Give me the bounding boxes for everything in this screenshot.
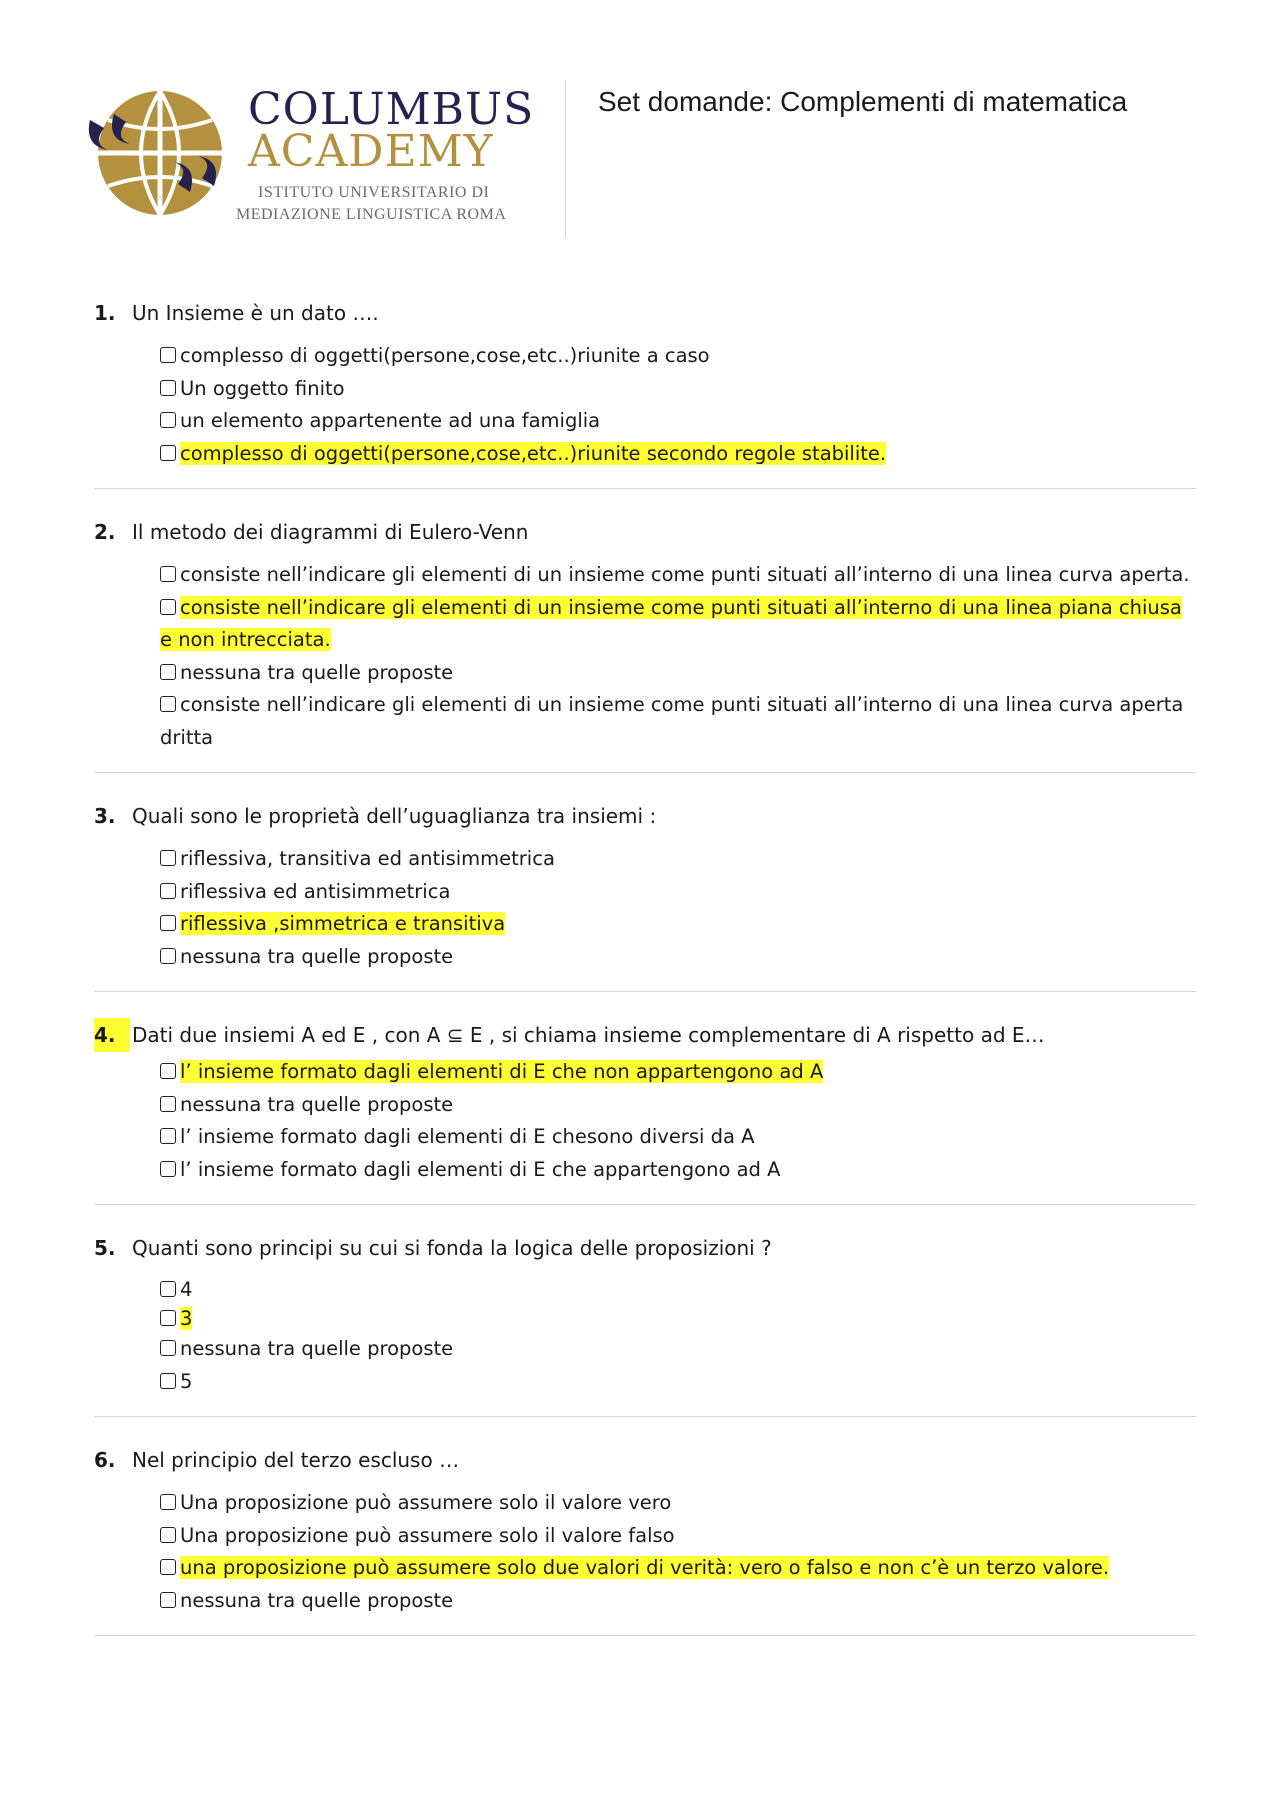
option-text: complesso di oggetti(persone,cose,etc..)riunite a caso	[180, 344, 710, 367]
answer-option[interactable]	[160, 657, 1196, 690]
checkbox-icon[interactable]	[160, 347, 176, 363]
checkbox-icon[interactable]	[160, 1128, 176, 1144]
checkbox-icon[interactable]	[160, 915, 176, 931]
question-text: Nel principio del terzo escluso …	[132, 1448, 460, 1472]
option-text: nessuna tra quelle proposte	[180, 1588, 454, 1612]
answer-option[interactable]	[160, 373, 1196, 406]
checkbox-icon[interactable]	[160, 1063, 176, 1079]
answer-option-correct[interactable]	[160, 1056, 1196, 1089]
answer-option-correct[interactable]	[160, 1552, 1196, 1585]
option-text: nessuna tra quelle proposte	[180, 1337, 454, 1360]
checkbox-icon[interactable]	[160, 412, 176, 428]
option-text: Un oggetto finito	[180, 376, 345, 400]
checkbox-icon[interactable]	[160, 1161, 176, 1177]
answer-option[interactable]	[160, 876, 1196, 909]
answer-option-correct[interactable]	[160, 438, 1196, 471]
question-3	[94, 793, 1196, 992]
answer-option[interactable]	[160, 340, 1196, 373]
answer-option[interactable]	[160, 843, 1196, 876]
question-number: 1.	[94, 301, 116, 325]
columbus-globe-logo-icon	[82, 80, 228, 226]
checkbox-icon[interactable]	[160, 1494, 176, 1510]
header-divider	[565, 80, 566, 238]
checkbox-icon[interactable]	[160, 1281, 176, 1297]
option-text: nessuna tra quelle proposte	[180, 944, 454, 968]
question-number: 6.	[94, 1448, 116, 1472]
answer-option[interactable]	[160, 1520, 1196, 1553]
option-text: l’ insieme formato dagli elementi di E chesono diversi da A	[180, 1125, 755, 1148]
answer-option[interactable]	[160, 405, 1196, 438]
checkbox-icon[interactable]	[160, 1592, 176, 1608]
checkbox-icon[interactable]	[160, 664, 176, 680]
checkbox-icon[interactable]	[160, 1559, 176, 1575]
option-text: nessuna tra quelle proposte	[180, 660, 454, 684]
option-text: consiste nell’indicare gli elementi di un insieme come punti situati all’interno di una linea curva aperta.	[180, 563, 1190, 586]
option-text-highlighted: complesso di oggetti(persone,cose,etc..)riunite secondo regole stabilite.	[180, 441, 887, 465]
logo-subtitle-line1: ISTITUTO UNIVERSITARIO DI	[258, 184, 490, 201]
answer-option-correct[interactable]	[160, 592, 1196, 657]
answer-option[interactable]	[160, 1366, 1196, 1399]
answer-option[interactable]	[160, 1089, 1196, 1122]
option-text: Una proposizione può assumere solo il valore vero	[180, 1491, 672, 1514]
question-number: 2.	[94, 520, 116, 544]
question-text: Il metodo dei diagrammi di Eulero-Venn	[132, 520, 529, 544]
answer-option[interactable]	[160, 1154, 1196, 1187]
question-5	[94, 1225, 1196, 1417]
answer-option[interactable]	[160, 559, 1196, 592]
option-text: l’ insieme formato dagli elementi di E che appartengono ad A	[180, 1157, 781, 1181]
answer-option[interactable]	[160, 1121, 1196, 1154]
option-text: riflessiva ed antisimmetrica	[180, 879, 451, 903]
question-number: 3.	[94, 804, 116, 828]
question-list	[94, 290, 1196, 1656]
option-text-highlighted: una proposizione può assumere solo due valori di verità: vero o falso e non c’è un terzo valore.	[180, 1556, 1110, 1579]
answer-option[interactable]	[160, 1333, 1196, 1366]
checkbox-icon[interactable]	[160, 566, 176, 582]
option-text: nessuna tra quelle proposte	[180, 1092, 454, 1116]
question-text: Un Insieme è un dato ….	[132, 301, 379, 325]
option-text: Una proposizione può assumere solo il valore falso	[180, 1523, 675, 1547]
answer-option[interactable]	[160, 1585, 1196, 1618]
checkbox-icon[interactable]	[160, 1373, 176, 1389]
answer-option[interactable]	[160, 1275, 1196, 1304]
question-1	[94, 290, 1196, 489]
question-number: 5.	[94, 1236, 116, 1260]
checkbox-icon[interactable]	[160, 696, 176, 712]
question-number-highlighted: 4.	[94, 1018, 130, 1052]
option-text-highlighted: consiste nell’indicare gli elementi di un insieme come punti situati all’interno di una linea piana chiusa e non intrecciata.	[160, 595, 1182, 651]
checkbox-icon[interactable]	[160, 1527, 176, 1543]
checkbox-icon[interactable]	[160, 850, 176, 866]
checkbox-icon[interactable]	[160, 1340, 176, 1356]
checkbox-icon[interactable]	[160, 380, 176, 396]
checkbox-icon[interactable]	[160, 445, 176, 461]
checkbox-icon[interactable]	[160, 883, 176, 899]
question-2	[94, 509, 1196, 773]
checkbox-icon[interactable]	[160, 599, 176, 615]
document-title: Set domande: Complementi di matematica	[598, 86, 1128, 117]
checkbox-icon[interactable]	[160, 1096, 176, 1112]
option-text: 4	[180, 1278, 193, 1301]
answer-option-correct[interactable]	[160, 1304, 1196, 1333]
answer-option[interactable]	[160, 941, 1196, 974]
question-6	[94, 1437, 1196, 1636]
option-text-highlighted: l’ insieme formato dagli elementi di E che non appartengono ad A	[180, 1060, 824, 1083]
answer-option[interactable]	[160, 689, 1196, 754]
page-header	[0, 0, 1280, 250]
option-text: riflessiva, transitiva ed antisimmetrica	[180, 847, 555, 870]
option-text-highlighted: riflessiva ,simmetrica e transitiva	[180, 912, 506, 935]
option-text: 5	[180, 1369, 193, 1393]
question-text: Quali sono le proprietà dell’uguaglianza tra insiemi :	[132, 804, 657, 828]
checkbox-icon[interactable]	[160, 948, 176, 964]
logo-name-line1: COLUMBUS	[248, 84, 535, 135]
option-text: un elemento appartenente ad una famiglia	[180, 409, 601, 432]
option-text-highlighted: 3	[180, 1307, 193, 1330]
answer-option-correct[interactable]	[160, 908, 1196, 941]
checkbox-icon[interactable]	[160, 1310, 176, 1326]
option-text: consiste nell’indicare gli elementi di un insieme come punti situati all’interno di una linea curva aperta dritta	[160, 693, 1184, 749]
question-text: Dati due insiemi A ed E , con A ⊆ E , si chiama insieme complementare di A rispetto ad E…	[132, 1023, 1045, 1047]
question-4	[94, 1012, 1196, 1205]
answer-option[interactable]	[160, 1487, 1196, 1520]
logo-subtitle-line2: MEDIAZIONE LINGUISTICA ROMA	[236, 206, 507, 223]
logo-name-line2: ACADEMY	[248, 126, 494, 177]
question-text: Quanti sono principi su cui si fonda la logica delle proposizioni ?	[132, 1236, 772, 1260]
